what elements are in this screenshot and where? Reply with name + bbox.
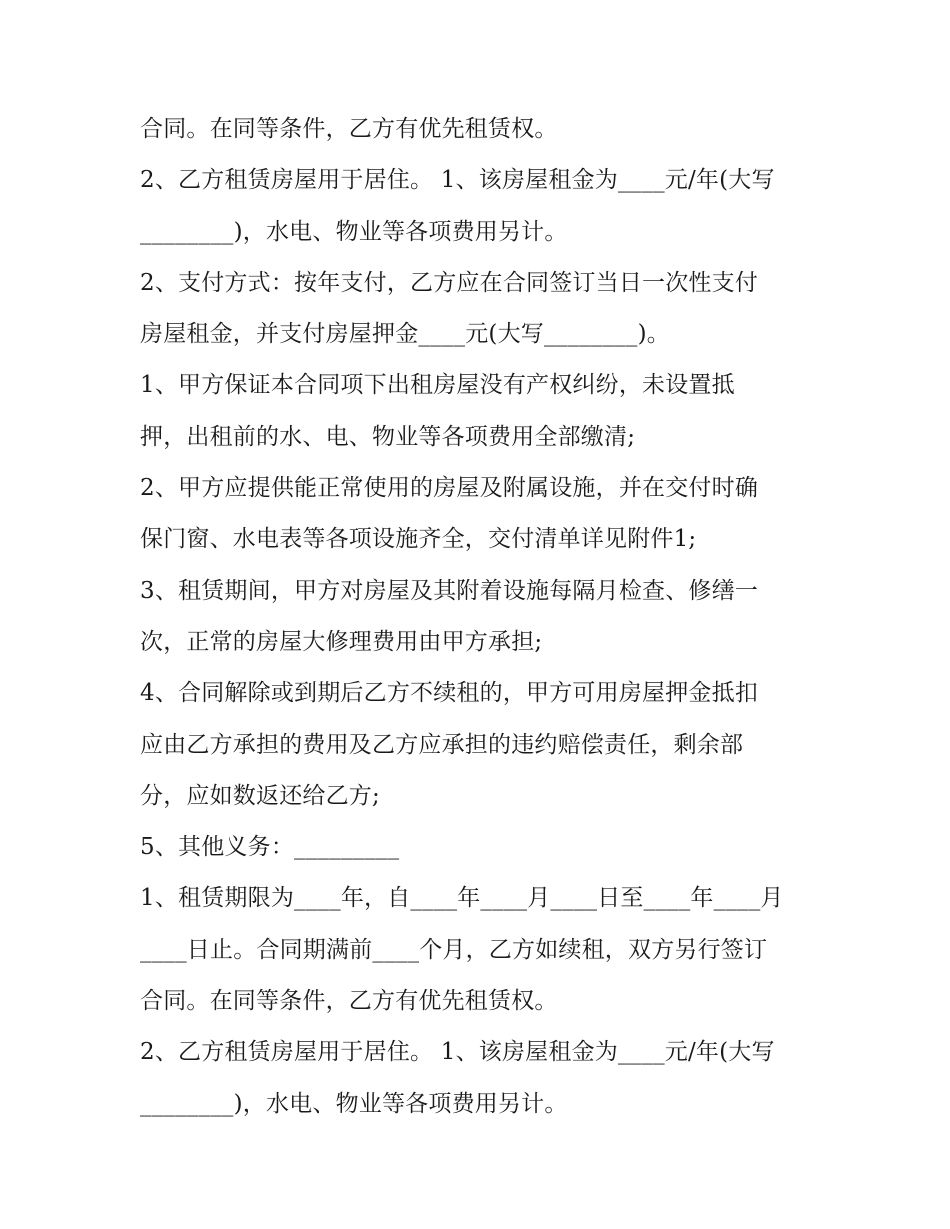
- text-line: 1、租赁期限为____年，自____年____月____日至____年____月: [140, 885, 784, 912]
- text-line: 押，出租前的水、电、物业等各项费用全部缴清;: [140, 423, 636, 450]
- text-line: 分，应如数返还给乙方;: [140, 782, 380, 809]
- text-line: ____日止。合同期满前____个月，乙方如续租，双方另行签订: [140, 936, 768, 963]
- text-line: 3、租赁期间，甲方对房屋及其附着设施每隔月检查、修缮一: [140, 577, 759, 604]
- text-line: 房屋租金，并支付房屋押金____元(大写________)。: [140, 321, 670, 348]
- text-line: 2、乙方租赁房屋用于居住。 1、该房屋租金为____元/年(大写: [140, 167, 775, 194]
- text-line: 2、甲方应提供能正常使用的房屋及附属设施，并在交付时确: [140, 475, 759, 502]
- text-line: 次，正常的房屋大修理费用由甲方承担;: [140, 628, 543, 655]
- contract-text-body: [140, 104, 820, 1130]
- text-line: 合同。在同等条件，乙方有优先租赁权。: [140, 116, 558, 142]
- text-line: ________)，水电、物业等各项费用另计。: [140, 1090, 568, 1117]
- text-line: 4、合同解除或到期后乙方不续租的，甲方可用房屋押金抵扣: [140, 680, 759, 707]
- text-line: 5、其他义务：_________: [140, 834, 400, 861]
- text-line: ________)，水电、物业等各项费用另计。: [140, 218, 568, 245]
- text-line: 2、乙方租赁房屋用于居住。 1、该房屋租金为____元/年(大写: [140, 1039, 775, 1066]
- text-line: 2、支付方式：按年支付，乙方应在合同签订当日一次性支付: [140, 269, 759, 296]
- text-line: 1、甲方保证本合同项下出租房屋没有产权纠纷，未设置抵: [140, 372, 735, 399]
- text-line: 合同。在同等条件，乙方有优先租赁权。: [140, 988, 558, 1015]
- text-line: 应由乙方承担的费用及乙方应承担的违约赔偿责任，剩余部: [140, 731, 744, 758]
- text-line: 保门窗、水电表等各项设施齐全，交付清单详见附件1;: [140, 526, 697, 553]
